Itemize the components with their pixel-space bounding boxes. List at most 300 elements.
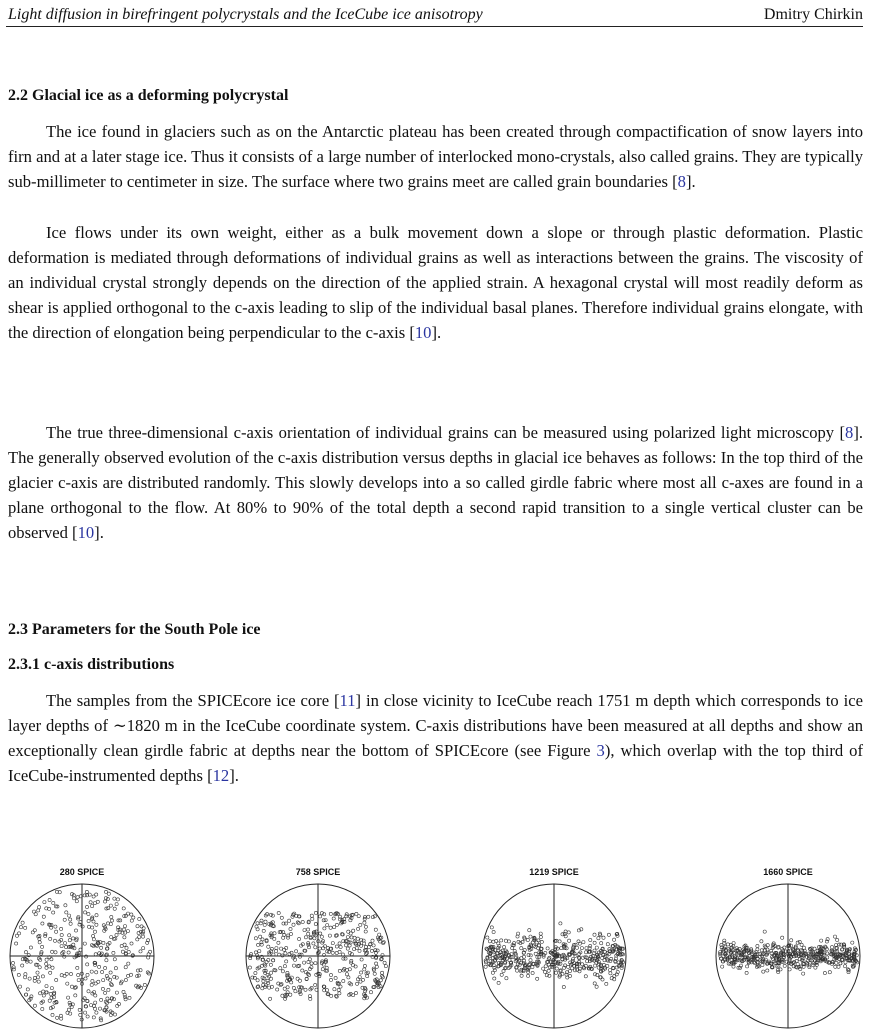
c-axis-point: [91, 979, 94, 982]
c-axis-point: [558, 940, 561, 943]
c-axis-point: [339, 945, 342, 948]
figure-reference-link[interactable]: 3: [596, 741, 605, 760]
c-axis-point: [42, 915, 45, 918]
c-axis-point: [109, 904, 112, 907]
c-axis-point: [374, 928, 377, 931]
c-axis-point: [263, 923, 266, 926]
c-axis-point: [104, 991, 107, 994]
c-axis-point: [98, 1007, 101, 1010]
c-axis-point: [514, 953, 517, 956]
c-axis-point: [324, 945, 327, 948]
c-axis-point: [844, 961, 847, 964]
c-axis-point: [311, 917, 314, 920]
c-axis-point: [329, 978, 332, 981]
c-axis-point: [839, 962, 842, 965]
c-axis-point: [33, 1004, 36, 1007]
c-axis-point: [127, 950, 130, 953]
c-axis-point: [310, 962, 313, 965]
c-axis-point: [539, 932, 542, 935]
c-axis-point: [110, 919, 113, 922]
c-axis-point: [53, 939, 56, 942]
c-axis-point: [113, 897, 116, 900]
c-axis-point: [756, 944, 759, 947]
c-axis-point: [763, 930, 766, 933]
c-axis-point: [534, 952, 537, 955]
c-axis-point: [54, 925, 57, 928]
c-axis-point: [41, 945, 44, 948]
c-axis-point: [328, 934, 331, 937]
c-axis-point: [260, 941, 263, 944]
c-axis-point: [601, 978, 604, 981]
c-axis-point: [51, 1013, 54, 1016]
c-axis-point: [85, 905, 88, 908]
c-axis-point: [84, 911, 87, 914]
c-axis-point: [124, 978, 127, 981]
c-axis-point: [371, 916, 374, 919]
c-axis-point: [42, 994, 45, 997]
c-axis-point: [116, 898, 119, 901]
c-axis-point: [74, 929, 77, 932]
c-axis-point: [43, 901, 46, 904]
c-axis-point: [830, 946, 833, 949]
c-axis-point: [520, 947, 523, 950]
panel-label: 1219 SPICE: [529, 867, 579, 877]
c-axis-point: [292, 964, 295, 967]
c-axis-point: [529, 954, 532, 957]
c-axis-point: [314, 962, 317, 965]
c-axis-point: [39, 992, 42, 995]
c-axis-point: [721, 965, 724, 968]
c-axis-point: [69, 918, 72, 921]
c-axis-point: [347, 976, 350, 979]
c-axis-point: [92, 938, 95, 941]
c-axis-point: [608, 969, 611, 972]
c-axis-point: [301, 969, 304, 972]
c-axis-point: [357, 927, 360, 930]
c-axis-point: [332, 917, 335, 920]
c-axis-point: [130, 942, 133, 945]
c-axis-point: [344, 957, 347, 960]
c-axis-point: [568, 974, 571, 977]
c-axis-point: [493, 977, 496, 980]
c-axis-point: [796, 941, 799, 944]
c-axis-point: [65, 972, 68, 975]
c-axis-point: [790, 939, 793, 942]
c-axis-point: [547, 969, 550, 972]
c-axis-point: [356, 937, 359, 940]
c-axis-point: [94, 982, 97, 985]
c-axis-point: [52, 901, 55, 904]
c-axis-point: [248, 966, 251, 969]
c-axis-point: [269, 963, 272, 966]
c-axis-point: [90, 983, 93, 986]
c-axis-point: [567, 965, 570, 968]
citation-link[interactable]: 12: [212, 766, 230, 785]
c-axis-point: [142, 947, 145, 950]
c-axis-point: [834, 965, 837, 968]
c-axis-point: [588, 947, 591, 950]
c-axis-point: [565, 971, 568, 974]
c-axis-point: [42, 990, 45, 993]
c-axis-point: [48, 999, 51, 1002]
c-axis-point: [360, 971, 363, 974]
c-axis-point: [93, 930, 96, 933]
c-axis-point: [379, 979, 382, 982]
c-axis-point: [68, 934, 71, 937]
c-axis-point: [490, 926, 493, 929]
c-axis-point: [101, 987, 104, 990]
c-axis-point: [373, 915, 376, 918]
c-axis-point: [783, 964, 786, 967]
citation-link[interactable]: 10: [77, 523, 95, 542]
c-axis-point: [73, 947, 76, 950]
c-axis-point: [86, 1015, 89, 1018]
c-axis-point: [732, 965, 735, 968]
c-axis-point: [531, 965, 534, 968]
c-axis-point: [766, 969, 769, 972]
section-heading-2-2: 2.2 Glacial ice as a deforming polycrystal: [8, 87, 289, 104]
c-axis-point: [29, 960, 32, 963]
c-axis-point: [77, 979, 80, 982]
c-axis-point: [523, 936, 526, 939]
c-axis-point: [613, 938, 616, 941]
c-axis-point: [136, 925, 139, 928]
c-axis-point: [91, 926, 94, 929]
c-axis-point: [24, 926, 27, 929]
c-axis-point: [364, 930, 367, 933]
c-axis-point: [723, 941, 726, 944]
citation-link[interactable]: 10: [414, 323, 432, 342]
c-axis-point: [503, 945, 506, 948]
c-axis-point: [520, 974, 523, 977]
c-axis-point: [101, 970, 104, 973]
c-axis-point: [68, 1001, 71, 1004]
panel-label: 280 SPICE: [59, 867, 105, 877]
c-axis-point: [319, 932, 322, 935]
c-axis-point: [280, 983, 283, 986]
c-axis-point: [51, 950, 54, 953]
c-axis-point: [504, 939, 507, 942]
c-axis-point: [382, 941, 385, 944]
c-axis-point: [826, 956, 829, 959]
c-axis-point: [67, 996, 70, 999]
c-axis-point: [112, 951, 115, 954]
c-axis-point: [100, 946, 103, 949]
c-axis-point: [593, 982, 596, 985]
c-axis-point: [528, 929, 531, 932]
c-axis-point: [338, 942, 341, 945]
c-axis-point: [555, 971, 558, 974]
c-axis-point: [76, 896, 79, 899]
c-axis-point: [55, 930, 58, 933]
c-axis-point: [63, 955, 66, 958]
figure-3-panels: [0, 862, 872, 1033]
c-axis-point: [136, 938, 139, 941]
c-axis-point: [346, 947, 349, 950]
c-axis-point: [559, 922, 562, 925]
c-axis-point: [84, 977, 87, 980]
c-axis-point: [284, 952, 287, 955]
c-axis-point: [91, 905, 94, 908]
c-axis-point: [593, 941, 596, 944]
c-axis-point: [548, 966, 551, 969]
c-axis-point: [49, 971, 52, 974]
c-axis-point: [77, 973, 80, 976]
c-axis-point: [766, 944, 769, 947]
c-axis-point: [835, 961, 838, 964]
paragraph-3: The true three-dimensional c-axis orientation of individual grains can be measured using polarized light microscopy [8]. The generally observed evolution of the c-axis distribution versus depths in glacial ice behaves as follows: In the top third of the glacier c-axis are distributed randomly. This slowly develops into a so called girdle fabric where most all c-axes are found in a plane orthogonal to the flow. At 80% to 90% of the total depth a second rapid transition to a single vertical cluster can be observed [10].: [8, 423, 863, 542]
c-axis-point: [342, 979, 345, 982]
c-axis-point: [143, 983, 146, 986]
header-title: Light diffusion in birefringent polycrystals and the IceCube ice anisotropy: [8, 6, 483, 23]
c-axis-point: [363, 921, 366, 924]
c-axis-point: [544, 965, 547, 968]
c-axis-point: [354, 991, 357, 994]
c-axis-point: [589, 944, 592, 947]
c-axis-point: [269, 997, 272, 1000]
c-axis-point: [60, 933, 63, 936]
c-axis-point: [90, 970, 93, 973]
c-axis-point: [301, 920, 304, 923]
c-axis-point: [41, 922, 44, 925]
c-axis-point: [123, 943, 126, 946]
c-axis-point: [138, 917, 141, 920]
c-axis-point: [288, 919, 291, 922]
c-axis-point: [760, 940, 763, 943]
stereonet-plot: [6, 880, 158, 1033]
c-axis-point: [739, 964, 742, 967]
c-axis-point: [329, 912, 332, 915]
c-axis-point: [34, 913, 37, 916]
c-axis-point: [602, 936, 605, 939]
c-axis-point: [488, 940, 491, 943]
c-axis-point: [607, 933, 610, 936]
c-axis-point: [352, 929, 355, 932]
c-axis-point: [358, 949, 361, 952]
c-axis-point: [527, 970, 530, 973]
c-axis-point: [123, 925, 126, 928]
c-axis-point: [69, 922, 72, 925]
c-axis-point: [81, 925, 84, 928]
c-axis-point: [12, 968, 15, 971]
c-axis-point: [15, 942, 18, 945]
c-axis-point: [383, 961, 386, 964]
citation-link[interactable]: 11: [339, 691, 356, 710]
c-axis-point: [104, 897, 107, 900]
c-axis-point: [50, 987, 53, 990]
c-axis-point: [762, 970, 765, 973]
c-axis-point: [86, 963, 89, 966]
c-axis-point: [29, 946, 32, 949]
c-axis-point: [100, 998, 103, 1001]
c-axis-point: [87, 912, 90, 915]
c-axis-point: [294, 990, 297, 993]
c-axis-point: [500, 939, 503, 942]
c-axis-point: [516, 969, 519, 972]
c-axis-point: [254, 951, 257, 954]
c-axis-point: [802, 972, 805, 975]
citation-link[interactable]: 8: [845, 423, 854, 442]
c-axis-point: [314, 983, 317, 986]
running-header: [6, 4, 863, 27]
c-axis-point: [585, 947, 588, 950]
c-axis-point: [339, 985, 342, 988]
c-axis-point: [87, 925, 90, 928]
c-axis-point: [74, 994, 77, 997]
c-axis-point: [38, 966, 41, 969]
section-heading-2-3: 2.3 Parameters for the South Pole ice: [8, 621, 261, 638]
c-axis-point: [537, 939, 540, 942]
c-axis-point: [124, 998, 127, 1001]
c-axis-point: [38, 906, 41, 909]
c-axis-point: [344, 944, 347, 947]
c-axis-point: [110, 915, 113, 918]
c-axis-point: [356, 982, 359, 985]
c-axis-point: [273, 937, 276, 940]
c-axis-point: [142, 927, 145, 930]
c-axis-point: [567, 931, 570, 934]
c-axis-point: [26, 988, 29, 991]
c-axis-point: [379, 985, 382, 988]
c-axis-point: [781, 936, 784, 939]
c-axis-point: [132, 916, 135, 919]
c-axis-point: [95, 914, 98, 917]
c-axis-point: [109, 971, 112, 974]
c-axis-point: [335, 923, 338, 926]
c-axis-point: [375, 962, 378, 965]
c-axis-point: [104, 966, 107, 969]
c-axis-point: [824, 945, 827, 948]
c-axis-point: [259, 935, 262, 938]
c-axis-point: [595, 946, 598, 949]
c-axis-point: [594, 964, 597, 967]
c-axis-point: [262, 929, 265, 932]
citation-link[interactable]: 8: [677, 172, 686, 191]
c-axis-point: [83, 894, 86, 897]
c-axis-point: [116, 1004, 119, 1007]
c-axis-point: [94, 953, 97, 956]
c-axis-point: [568, 939, 571, 942]
paragraph-1: The ice found in glaciers such as on the Antarctic plateau has been created through compactification of snow layers into firn and at a later stage ice. Thus it consists of a large number of interlocked mono-crystals, also called grains. They are typically sub-millimeter to centimeter in size. The surface where two grains meet are called grain boundaries [8].: [8, 122, 863, 191]
c-axis-point: [50, 958, 53, 961]
c-axis-point: [115, 933, 118, 936]
c-axis-point: [84, 1011, 87, 1014]
c-axis-point: [333, 988, 336, 991]
c-axis-point: [571, 967, 574, 970]
c-axis-point: [746, 965, 749, 968]
c-axis-point: [333, 926, 336, 929]
c-axis-point: [52, 911, 55, 914]
c-axis-point: [580, 947, 583, 950]
c-axis-point: [505, 977, 508, 980]
c-axis-point: [526, 938, 529, 941]
c-axis-point: [122, 928, 125, 931]
c-axis-point: [267, 945, 270, 948]
c-axis-point: [17, 973, 20, 976]
c-axis-point: [292, 923, 295, 926]
c-axis-point: [264, 920, 267, 923]
c-axis-point: [123, 936, 126, 939]
c-axis-point: [63, 918, 66, 921]
c-axis-point: [18, 985, 21, 988]
c-axis-point: [314, 946, 317, 949]
c-axis-point: [270, 932, 273, 935]
c-axis-point: [104, 900, 107, 903]
c-axis-point: [574, 954, 577, 957]
c-axis-point: [370, 949, 373, 952]
c-axis-point: [255, 925, 258, 928]
c-axis-point: [139, 950, 142, 953]
c-axis-point: [19, 926, 22, 929]
c-axis-point: [320, 935, 323, 938]
c-axis-point: [86, 973, 89, 976]
c-axis-point: [124, 966, 127, 969]
c-axis-point: [528, 962, 531, 965]
stereonet-plot: [242, 880, 394, 1033]
c-axis-point: [267, 981, 270, 984]
c-axis-point: [257, 943, 260, 946]
c-axis-point: [555, 967, 558, 970]
header-author: Dmitry Chirkin: [763, 6, 863, 23]
c-axis-point: [531, 971, 534, 974]
c-axis-point: [516, 963, 519, 966]
c-axis-point: [529, 959, 532, 962]
c-axis-point: [562, 985, 565, 988]
c-axis-point: [507, 940, 510, 943]
c-axis-point: [322, 947, 325, 950]
c-axis-point: [15, 934, 18, 937]
c-axis-point: [121, 950, 124, 953]
c-axis-point: [346, 936, 349, 939]
c-axis-point: [94, 994, 97, 997]
c-axis-point: [539, 935, 542, 938]
c-axis-point: [45, 958, 48, 961]
c-axis-point: [67, 1008, 70, 1011]
c-axis-point: [363, 964, 366, 967]
c-axis-point: [49, 992, 52, 995]
c-axis-point: [582, 941, 585, 944]
c-axis-point: [546, 947, 549, 950]
c-axis-point: [38, 941, 41, 944]
c-axis-point: [536, 977, 539, 980]
c-axis-point: [304, 936, 307, 939]
c-axis-point: [54, 951, 57, 954]
c-axis-point: [299, 992, 302, 995]
c-axis-point: [64, 904, 67, 907]
c-axis-point: [33, 929, 36, 932]
c-axis-point: [281, 970, 284, 973]
c-axis-point: [360, 958, 363, 961]
c-axis-point: [273, 932, 276, 935]
c-axis-point: [318, 947, 321, 950]
c-axis-point: [51, 966, 54, 969]
c-axis-point: [303, 929, 306, 932]
c-axis-point: [375, 965, 378, 968]
c-axis-point: [73, 986, 76, 989]
c-axis-point: [267, 958, 270, 961]
c-axis-point: [45, 962, 48, 965]
c-axis-point: [820, 939, 823, 942]
c-axis-point: [369, 991, 372, 994]
c-axis-point: [833, 935, 836, 938]
c-axis-point: [256, 979, 259, 982]
c-axis-point: [129, 973, 132, 976]
c-axis-point: [605, 982, 608, 985]
c-axis-point: [606, 943, 609, 946]
c-axis-point: [312, 942, 315, 945]
c-axis-point: [338, 950, 341, 953]
c-axis-point: [21, 964, 24, 967]
